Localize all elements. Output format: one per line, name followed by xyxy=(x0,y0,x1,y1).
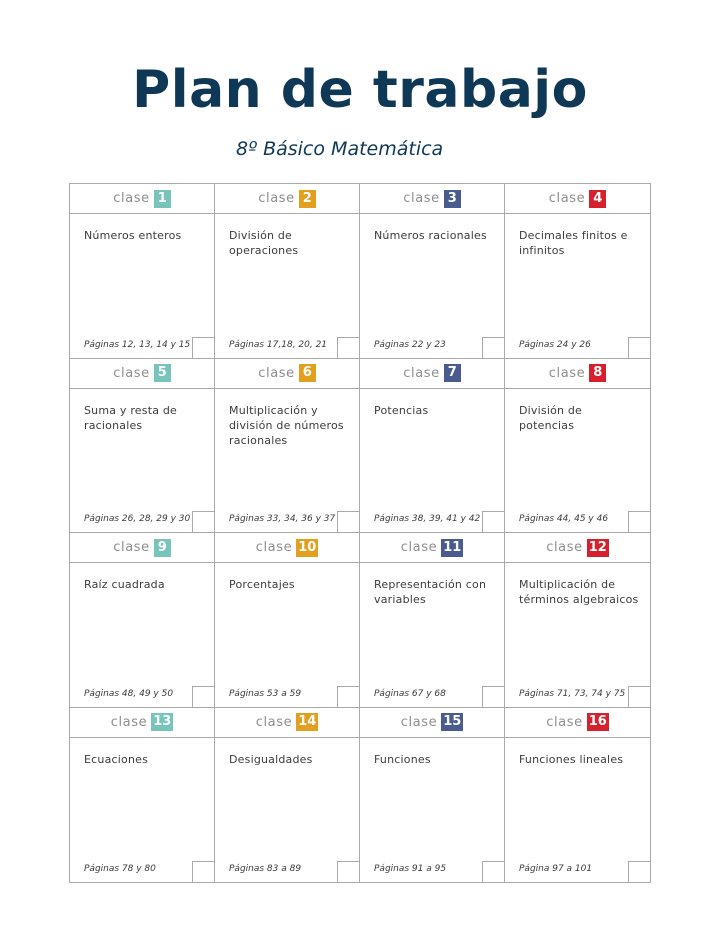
class-pages: Páginas 91 a 95 xyxy=(374,864,447,874)
class-number-badge: 1 xyxy=(154,190,171,208)
class-topic: Funciones lineales xyxy=(519,752,624,766)
page-subtitle: 8º Básico Matemática xyxy=(236,138,444,160)
class-number-badge: 12 xyxy=(588,539,607,555)
class-header xyxy=(215,359,359,389)
class-header xyxy=(215,184,359,214)
plan-grid xyxy=(69,183,651,883)
class-pages: Páginas 22 y 23 xyxy=(374,339,446,350)
class-header xyxy=(70,184,214,214)
class-pages: Páginas 24 y 26 xyxy=(519,339,591,350)
clase-label: clase xyxy=(258,191,295,206)
clase-label: clase xyxy=(113,365,150,381)
class-pages: Páginas 26, 28, 29 y 30 xyxy=(84,514,191,524)
class-pages: Páginas 44, 45 y 46 xyxy=(519,514,609,524)
clase-label: clase xyxy=(546,540,583,555)
clase-label: clase xyxy=(255,714,293,730)
class-pages: Páginas 33, 34, 36 y 37 xyxy=(229,514,336,524)
class-header xyxy=(360,708,504,738)
clase-label: clase xyxy=(400,714,438,730)
class-number-badge: 13 xyxy=(153,714,172,729)
checkbox[interactable] xyxy=(192,861,214,882)
class-pages: Páginas 12, 13, 14 y 15 xyxy=(84,339,191,350)
class-cell xyxy=(360,708,505,883)
class-number-badge: 6 xyxy=(299,364,316,382)
checkbox[interactable] xyxy=(482,686,504,707)
class-number-badge: 14 xyxy=(298,714,317,729)
class-topic: Representación con variables xyxy=(374,578,487,606)
checkbox[interactable] xyxy=(192,337,214,358)
class-cell xyxy=(70,359,215,534)
clase-label: clase xyxy=(258,365,295,381)
class-cell xyxy=(215,533,360,708)
class-number-badge: 10 xyxy=(298,539,317,555)
class-number-badge: 4 xyxy=(589,190,606,208)
clase-label: clase xyxy=(548,365,586,381)
class-topic: Porcentajes xyxy=(229,578,295,591)
class-cell xyxy=(505,533,650,708)
checkbox[interactable] xyxy=(337,861,359,882)
class-topic: División de potencias xyxy=(519,403,583,432)
class-header xyxy=(505,184,650,214)
class-pages: Páginas 78 y 80 xyxy=(84,864,156,874)
class-number-badge: 16 xyxy=(588,714,607,729)
page-title: Plan de trabajo xyxy=(132,60,588,120)
class-pages: Páginas 67 y 68 xyxy=(374,688,446,699)
class-header xyxy=(505,708,650,738)
checkbox[interactable] xyxy=(628,511,650,532)
class-cell xyxy=(505,184,650,359)
class-topic: Multiplicación y división de números racionales xyxy=(229,403,344,447)
class-topic: Suma y resta de racionales xyxy=(84,403,177,432)
class-header xyxy=(505,533,650,563)
class-number-badge: 15 xyxy=(443,714,462,729)
checkbox[interactable] xyxy=(482,337,504,358)
clase-label: clase xyxy=(546,714,583,730)
class-pages: Páginas 38, 39, 41 y 42 xyxy=(374,514,481,524)
class-pages: Páginas 53 a 59 xyxy=(229,688,302,699)
checkbox[interactable] xyxy=(628,337,650,358)
clase-label: clase xyxy=(400,540,438,555)
checkbox[interactable] xyxy=(192,511,214,532)
checkbox[interactable] xyxy=(628,686,650,707)
class-topic: Decimales finitos e infinitos xyxy=(519,229,628,257)
clase-label: clase xyxy=(255,540,293,555)
class-number-badge: 2 xyxy=(299,190,316,208)
class-header xyxy=(360,184,504,214)
class-number-badge: 9 xyxy=(154,539,171,557)
class-cell xyxy=(215,359,360,534)
class-number-badge: 7 xyxy=(444,364,461,382)
checkbox[interactable] xyxy=(628,861,650,882)
class-topic: Números racionales xyxy=(374,229,487,242)
class-cell xyxy=(215,184,360,359)
class-number-badge: 8 xyxy=(589,364,606,382)
class-topic: División de operaciones xyxy=(229,229,299,257)
class-topic: Multiplicación de términos algebraicos xyxy=(519,578,639,606)
clase-label: clase xyxy=(113,540,150,555)
class-topic: Funciones xyxy=(374,752,431,766)
class-header xyxy=(215,708,359,738)
class-number-badge: 5 xyxy=(154,364,171,382)
clase-label: clase xyxy=(110,714,148,730)
class-cell xyxy=(70,184,215,359)
class-header xyxy=(70,359,214,389)
class-cell xyxy=(360,359,505,534)
class-number-badge: 11 xyxy=(443,539,462,555)
class-pages: Páginas 17,18, 20, 21 xyxy=(229,339,328,350)
checkbox[interactable] xyxy=(482,511,504,532)
checkbox[interactable] xyxy=(482,861,504,882)
class-pages: Páginas 83 a 89 xyxy=(229,864,302,874)
class-cell xyxy=(360,184,505,359)
class-cell xyxy=(360,533,505,708)
class-header xyxy=(505,359,650,389)
class-topic: Potencias xyxy=(374,403,429,417)
class-header xyxy=(70,708,214,738)
class-header xyxy=(70,533,214,563)
class-topic: Desigualdades xyxy=(229,752,313,766)
checkbox[interactable] xyxy=(192,686,214,707)
class-header xyxy=(360,359,504,389)
class-cell xyxy=(70,533,215,708)
clase-label: clase xyxy=(548,191,586,206)
clase-label: clase xyxy=(403,191,440,206)
class-topic: Números enteros xyxy=(84,229,182,242)
checkbox[interactable] xyxy=(337,511,359,532)
class-cell xyxy=(215,708,360,883)
class-pages: Página 97 a 101 xyxy=(519,864,593,874)
class-header xyxy=(215,533,359,563)
clase-label: clase xyxy=(403,365,440,381)
class-cell xyxy=(505,359,650,534)
class-header xyxy=(360,533,504,563)
class-pages: Páginas 48, 49 y 50 xyxy=(84,688,174,699)
checkbox[interactable] xyxy=(337,686,359,707)
checkbox[interactable] xyxy=(337,337,359,358)
clase-label: clase xyxy=(113,191,150,206)
class-number-badge: 3 xyxy=(444,190,461,208)
class-topic: Raíz cuadrada xyxy=(84,578,165,591)
class-topic: Ecuaciones xyxy=(84,752,149,766)
class-cell xyxy=(70,708,215,883)
class-pages: Páginas 71, 73, 74 y 75 xyxy=(519,688,626,699)
class-cell xyxy=(505,708,650,883)
